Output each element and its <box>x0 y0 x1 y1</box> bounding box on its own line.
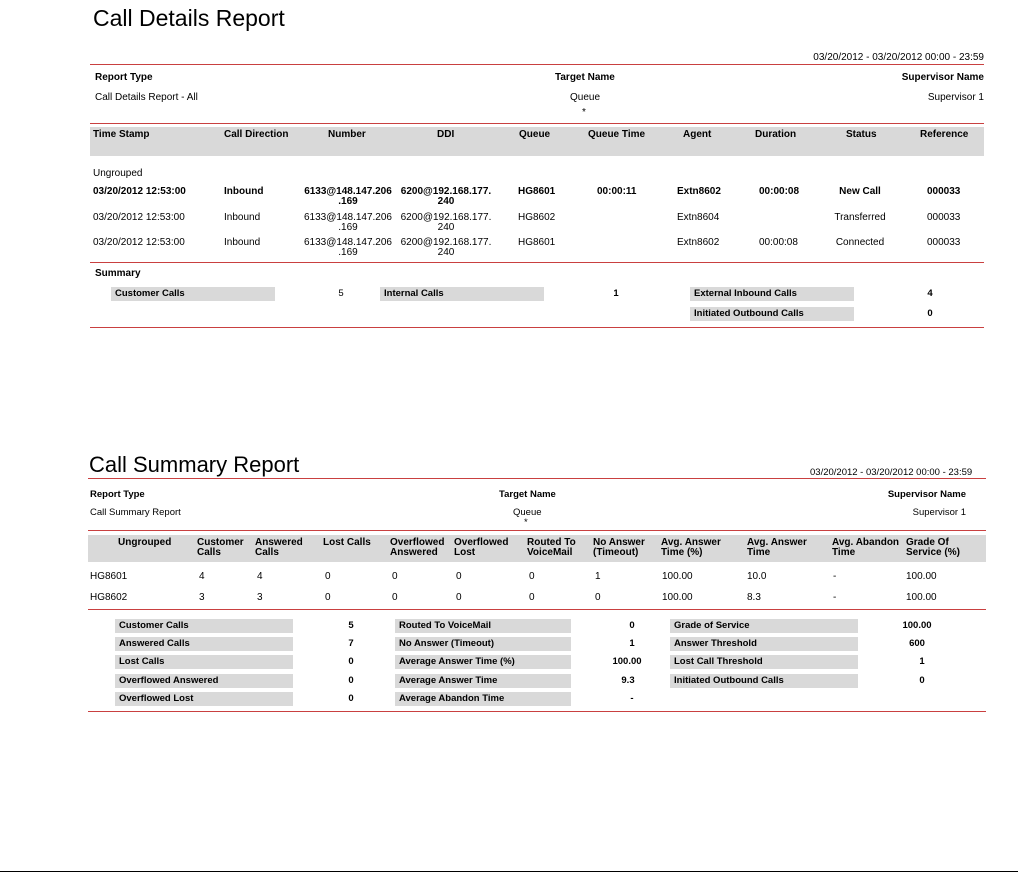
cell-agent: Extn8602 <box>677 237 720 248</box>
sum-overflowed-lost-value: 0 <box>348 693 354 704</box>
sum-lost-call-threshold-label: Lost Call Threshold <box>670 655 858 669</box>
cell-time: 03/20/2012 12:53:00 <box>93 212 185 223</box>
cell-ddi-cont: 240 <box>437 247 455 258</box>
sum-customer-calls-value: 5 <box>338 288 344 299</box>
col-lost-calls: Lost Calls <box>323 537 371 548</box>
divider <box>90 262 984 263</box>
cell-queue: HG8601 <box>518 186 556 197</box>
col-avg-answer-time: Avg. Answer Time <box>747 537 807 558</box>
cell-overflowed-answered: 0 <box>392 592 398 603</box>
cell-queue: HG8601 <box>518 237 556 248</box>
cell-group: HG8601 <box>90 571 128 582</box>
cell-avg-abandon-time: - <box>833 571 837 582</box>
summary-target-name-label: Target Name <box>499 489 556 500</box>
details-target-name-label: Target Name <box>555 72 615 83</box>
cell-number: 6133@148.147.206 <box>304 186 392 197</box>
sum-customer-calls-value: 5 <box>348 620 354 631</box>
cell-ddi: 6200@192.168.177. <box>400 237 492 248</box>
col-queue-time: Queue Time <box>588 129 646 140</box>
divider <box>88 711 986 712</box>
cell-agent: Extn8602 <box>677 186 721 197</box>
sum-answer-threshold-value: 600 <box>909 638 925 649</box>
sum-avg-answer-pct-value: 100.00 <box>612 656 642 667</box>
sum-avg-answer-pct-label: Average Answer Time (%) <box>395 655 571 669</box>
cell-number-cont: .169 <box>338 196 358 207</box>
summary-report-type-value: Call Summary Report <box>90 507 181 518</box>
cell-grade-of-service: 100.00 <box>906 571 937 582</box>
sum-avg-abandon-time-label: Average Abandon Time <box>395 692 571 706</box>
cell-agent: Extn8604 <box>677 212 720 223</box>
col-status: Status <box>846 129 877 140</box>
cell-time: 03/20/2012 12:53:00 <box>93 237 185 248</box>
cell-grade-of-service: 100.00 <box>906 592 937 603</box>
cell-avg-answer-pct: 100.00 <box>662 571 693 582</box>
divider <box>90 64 984 65</box>
cell-ddi-cont: 240 <box>437 196 455 207</box>
divider <box>88 478 986 479</box>
sum-no-answer-value: 1 <box>629 638 635 649</box>
divider <box>90 327 984 328</box>
cell-overflowed-lost: 0 <box>456 571 462 582</box>
sum-internal-calls-label: Internal Calls <box>380 287 544 301</box>
sum-initiated-outbound-label: Initiated Outbound Calls <box>670 674 858 688</box>
sum-lost-calls-label: Lost Calls <box>115 655 293 669</box>
cell-ddi-cont: 240 <box>437 222 455 233</box>
sum-avg-answer-time-value: 9.3 <box>621 675 635 686</box>
col-agent: Agent <box>683 129 712 140</box>
col-customer-calls: Customer Calls <box>197 537 244 558</box>
cell-number-cont: .169 <box>338 247 358 258</box>
summary-report-type-label: Report Type <box>90 489 145 500</box>
cell-reference: 000033 <box>927 186 961 197</box>
cell-avg-answer-time: 10.0 <box>747 571 767 582</box>
cell-routed-voicemail: 0 <box>529 592 535 603</box>
sum-external-inbound-value: 4 <box>927 288 933 299</box>
summary-supervisor-value: Supervisor 1 <box>912 507 966 518</box>
cell-number: 6133@148.147.206 <box>303 212 392 223</box>
cell-duration: 00:00:08 <box>759 186 800 197</box>
cell-group: HG8602 <box>90 592 128 603</box>
divider <box>90 123 984 124</box>
col-number: Number <box>328 129 366 140</box>
sum-initiated-outbound-value: 0 <box>927 308 933 319</box>
cell-no-answer: 1 <box>595 571 601 582</box>
summary-daterange: 03/20/2012 - 03/20/2012 00:00 - 23:59 <box>810 467 973 478</box>
cell-routed-voicemail: 0 <box>529 571 535 582</box>
sum-answered-calls-value: 7 <box>348 638 354 649</box>
cell-queue-time: 00:00:11 <box>597 186 637 197</box>
divider <box>88 609 986 610</box>
sum-routed-voicemail-value: 0 <box>629 620 635 631</box>
cell-lost-calls: 0 <box>325 571 331 582</box>
summary-title: Call Summary Report <box>89 452 300 477</box>
cell-ddi: 6200@192.168.177. <box>400 186 492 197</box>
cell-answered-calls: 4 <box>257 571 263 582</box>
col-overflowed-answered: Overflowed Answered <box>390 537 445 558</box>
cell-reference: 000033 <box>927 212 961 223</box>
cell-direction: Inbound <box>224 237 261 248</box>
cell-direction: Inbound <box>224 186 264 197</box>
cell-ddi: 6200@192.168.177. <box>400 212 492 223</box>
sum-routed-voicemail-label: Routed To VoiceMail <box>395 619 571 633</box>
cell-reference: 000033 <box>927 237 961 248</box>
cell-direction: Inbound <box>224 212 261 223</box>
sum-initiated-outbound-label: Initiated Outbound Calls <box>690 307 854 321</box>
cell-avg-answer-pct: 100.00 <box>662 592 693 603</box>
sum-lost-call-threshold-value: 1 <box>919 656 925 667</box>
col-call-direction: Call Direction <box>224 129 289 140</box>
cell-customer-calls: 3 <box>199 592 205 603</box>
details-group-label: Ungrouped <box>93 168 143 179</box>
col-overflowed-lost: Overflowed Lost <box>454 537 509 558</box>
cell-avg-abandon-time: - <box>833 592 837 603</box>
summary-supervisor-label: Supervisor Name <box>887 489 966 500</box>
sum-overflowed-answered-label: Overflowed Answered <box>115 674 293 688</box>
cell-no-answer: 0 <box>595 592 601 603</box>
cell-lost-calls: 0 <box>325 592 331 603</box>
col-no-answer: No Answer (Timeout) <box>593 537 645 558</box>
col-ddi: DDI <box>437 129 455 140</box>
details-supervisor-label: Supervisor Name <box>901 72 984 83</box>
details-target-name-value: Queue <box>570 92 601 103</box>
cell-queue: HG8602 <box>518 212 556 223</box>
divider <box>88 530 986 531</box>
cell-status: Connected <box>835 237 885 248</box>
sum-initiated-outbound-value: 0 <box>919 675 925 686</box>
details-supervisor-value: Supervisor 1 <box>927 92 984 103</box>
cell-overflowed-lost: 0 <box>456 592 462 603</box>
cell-customer-calls: 4 <box>199 571 205 582</box>
sum-avg-answer-time-label: Average Answer Time <box>395 674 571 688</box>
sum-answered-calls-label: Answered Calls <box>115 637 293 651</box>
cell-overflowed-answered: 0 <box>392 571 398 582</box>
sum-no-answer-label: No Answer (Timeout) <box>395 637 571 651</box>
sum-internal-calls-value: 1 <box>613 288 619 299</box>
details-summary-title: Summary <box>95 268 141 279</box>
sum-overflowed-lost-label: Overflowed Lost <box>115 692 293 706</box>
details-report-type-value: Call Details Report - All <box>95 92 198 103</box>
cell-status: Transferred <box>834 212 886 223</box>
sum-customer-calls-label: Customer Calls <box>111 287 275 301</box>
details-target-name-star: * <box>582 107 586 118</box>
page-bottom-rule <box>0 871 1018 872</box>
col-duration: Duration <box>755 129 797 140</box>
sum-lost-calls-value: 0 <box>348 656 354 667</box>
col-time-stamp: Time Stamp <box>93 129 150 140</box>
sum-customer-calls-label: Customer Calls <box>115 619 293 633</box>
cell-time: 03/20/2012 12:53:00 <box>93 186 186 197</box>
col-grade-of-service: Grade Of Service (%) <box>906 537 960 558</box>
col-ungrouped: Ungrouped <box>118 537 172 548</box>
cell-number: 6133@148.147.206 <box>303 237 392 248</box>
cell-answered-calls: 3 <box>257 592 263 603</box>
col-queue: Queue <box>519 129 551 140</box>
details-report-type-label: Report Type <box>95 72 153 83</box>
col-reference: Reference <box>920 129 969 140</box>
sum-grade-of-service-value: 100.00 <box>902 620 932 631</box>
col-avg-abandon-time: Avg. Abandon Time <box>832 537 900 558</box>
sum-external-inbound-label: External Inbound Calls <box>690 287 854 301</box>
sum-overflowed-answered-value: 0 <box>348 675 354 686</box>
col-answered-calls: Answered Calls <box>255 537 303 558</box>
cell-number-cont: .169 <box>338 222 358 233</box>
summary-target-name-value: Queue <box>513 507 542 518</box>
cell-avg-answer-time: 8.3 <box>747 592 761 603</box>
sum-grade-of-service-label: Grade of Service <box>670 619 858 633</box>
cell-duration: 00:00:08 <box>759 237 798 248</box>
summary-target-name-star: * <box>524 517 528 528</box>
cell-status: New Call <box>839 186 881 197</box>
col-routed-voicemail: Routed To VoiceMail <box>527 537 576 558</box>
col-avg-answer-pct: Avg. Answer Time (%) <box>661 537 721 558</box>
sum-answer-threshold-label: Answer Threshold <box>670 637 858 651</box>
details-title: Call Details Report <box>93 5 285 31</box>
sum-avg-abandon-time-value: - <box>630 693 634 704</box>
details-daterange: 03/20/2012 - 03/20/2012 00:00 - 23:59 <box>813 52 984 63</box>
